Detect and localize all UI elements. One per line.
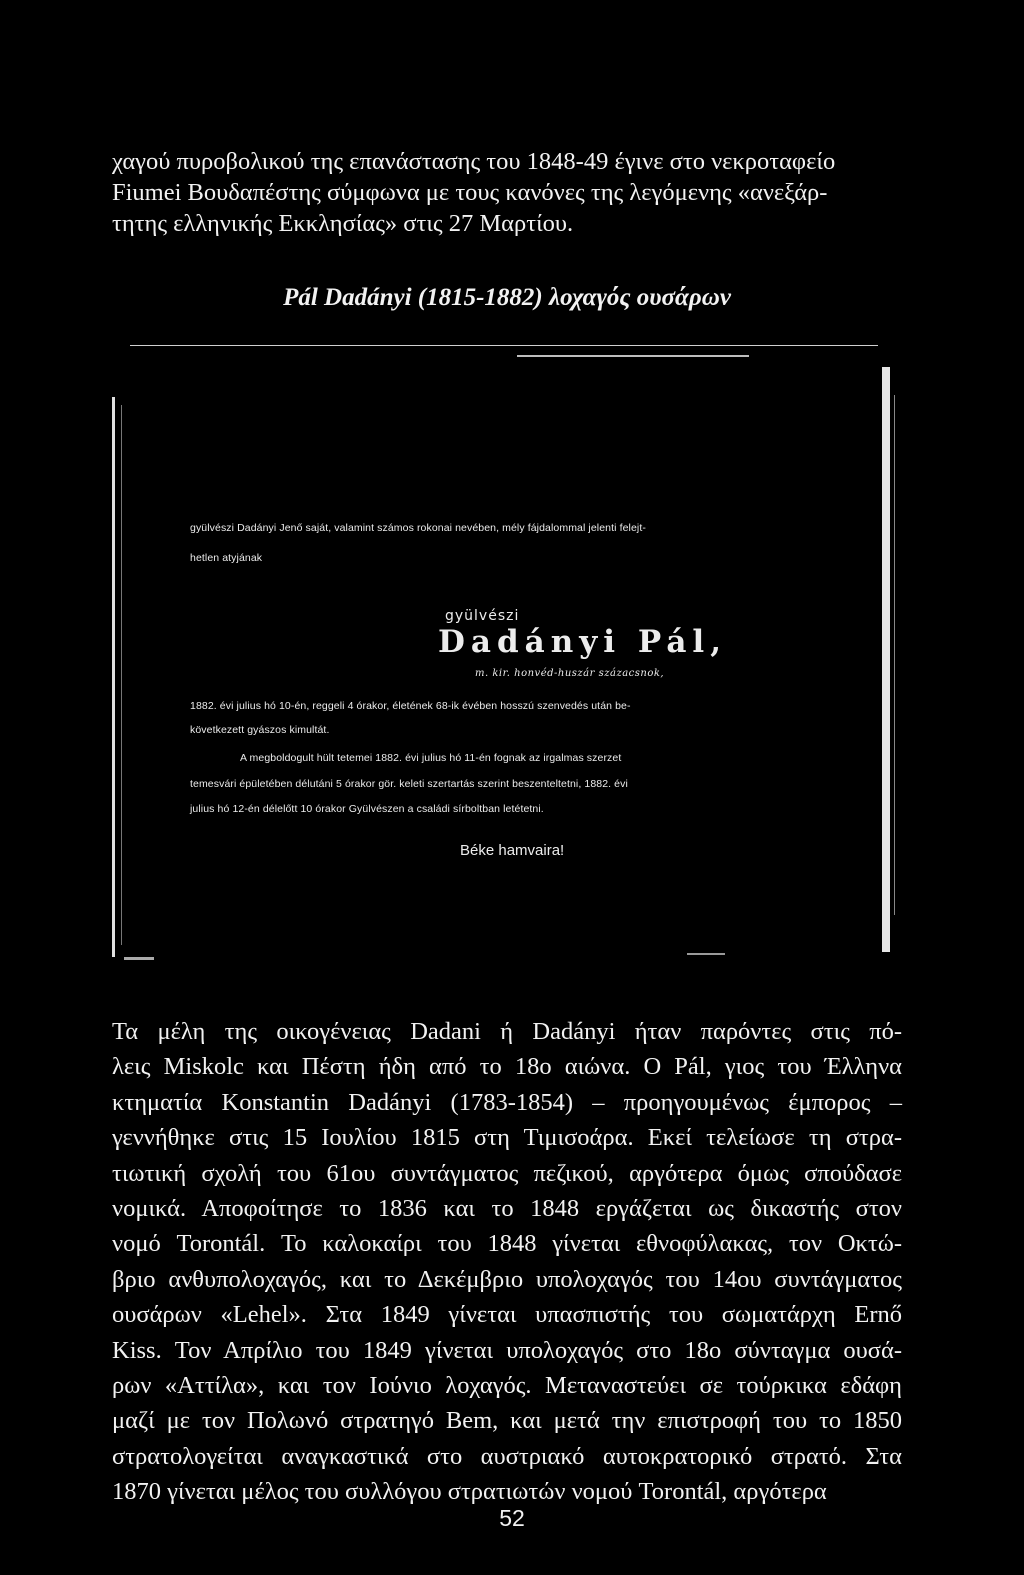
body-paragraph-line: γεννήθηκε στις 15 Ιουλίου 1815 στη Τιμισοάρα. Εκεί τελείωσε τη στρα-: [112, 1124, 902, 1152]
body-paragraph-line: Τα μέλη της οικογένειας Dadani ή Dadányi ήταν παρόντες στις πό-: [112, 1018, 902, 1045]
body-paragraph-line: ουσάρων «Lehel». Στα 1849 γίνεται υπασπιστής του σωματάρχη Ernő: [112, 1301, 902, 1329]
notice-closing: Béke hamvaira!: [460, 842, 565, 859]
body-paragraph-line: μαζί με τον Πολωνό στρατηγό Bem, και μετά την επιστροφή του το 1850: [112, 1407, 902, 1435]
body-paragraph-line: ρων «Αττίλα», και τον Ιούνιο λοχαγός. Μεταναστεύει σε τούρκικα εδάφη: [112, 1372, 902, 1400]
top-paragraph-line: χαγού πυροβολικού της επανάστασης του 1848-49 έγινε στο νεκροταφείο: [112, 148, 836, 175]
figure-caption: Pál Dadányi (1815-1882) λοχαγός ουσάρων: [283, 284, 731, 311]
caption-rule: [130, 345, 878, 346]
notice-place: gyülvészi: [445, 608, 520, 624]
body-paragraph: [112, 1014, 902, 1510]
body-paragraph-line: λεις Miskolc και Πέστη ήδη από το 18ο αιώνα. Ο Pál, γιος του Έλληνα: [112, 1053, 902, 1081]
top-paragraph-line: τητης ελληνικής Εκκλησίας» στις 27 Μαρτίου.: [112, 210, 574, 237]
body-paragraph-line: νομό Torontál. Το καλοκαίρι του 1848 γίνεται εθνοφύλακας, τον Οκτώ-: [112, 1230, 902, 1258]
body-paragraph-line: στρατολογείται αναγκαστικά στο αυστριακό αυτοκρατορικό στρατό. Στα: [112, 1442, 902, 1470]
notice-name: Dadányi Pál,: [438, 624, 727, 660]
top-paragraph-line: Fiumei Βουδαπέστης σύμφωνα με τους κανόνες της λεγόμενης «ανεξάρ-: [112, 179, 828, 206]
notice-line: következett gyászos kimultát.: [190, 724, 330, 736]
notice-rank: m. kir. honvéd-huszár százacsnok,: [475, 668, 665, 679]
clipping-right-edge: [882, 367, 890, 952]
clipping-top-edge: [517, 355, 749, 357]
body-paragraph-line: Kiss. Τον Απρίλιο του 1849 γίνεται υπολοχαγός στο 18ο σύνταγμα ουσά-: [112, 1336, 902, 1364]
body-paragraph-line: τιωτική σχολή του 61ου συντάγματος πεζικού, αργότερα όμως σπούδασε: [112, 1159, 902, 1187]
notice-line: gyülvészi Dadányi Jenő saját, valamint számos rokonai nevében, mély fájdalommal jelenti felejt-: [190, 522, 646, 534]
clipping-right-inner-edge: [894, 395, 895, 915]
body-paragraph-line: 1870 γίνεται μέλος του συλλόγου στρατιωτών νομού Torontál, αργότερα: [112, 1478, 827, 1506]
body-paragraph-line: κτηματία Konstantin Dadányi (1783-1854) – προηγουμένως έμπορος –: [112, 1088, 902, 1116]
clipping-left-inner-edge: [121, 405, 122, 945]
body-paragraph-line: βριο ανθυπολοχαγός, και το Δεκέμβριο υπολοχαγός του 14ου συντάγματος: [112, 1265, 902, 1293]
notice-line: 1882. évi julius hó 10-én, reggeli 4 órakor, életének 68-ik évében hosszú szenvedés után be-: [190, 700, 631, 712]
notice-line: temesvári épületében délutáni 5 órakor gör. keleti szertartás szerint beszenteltetni, 1882. évi: [190, 778, 628, 790]
page-number: 52: [499, 1505, 525, 1531]
notice-line: A megboldogult hült tetemei 1882. évi julius hó 11-én fognak az irgalmas szerzet: [240, 752, 622, 764]
clipping-corner-mark: [687, 953, 725, 955]
body-paragraph-line: νομικά. Αποφοίτησε το 1836 και το 1848 εργάζεται ως δικαστής στον: [112, 1195, 902, 1223]
clipping-left-edge: [112, 397, 115, 957]
newspaper-clipping: [112, 355, 912, 970]
notice-line: hetlen atyjának: [190, 552, 263, 564]
clipping-corner-mark: [124, 957, 154, 960]
notice-line: julius hó 12-én délelőtt 10 órakor Gyülvészen a családi sírboltban letétetni.: [190, 803, 544, 815]
top-paragraph: [112, 146, 902, 239]
